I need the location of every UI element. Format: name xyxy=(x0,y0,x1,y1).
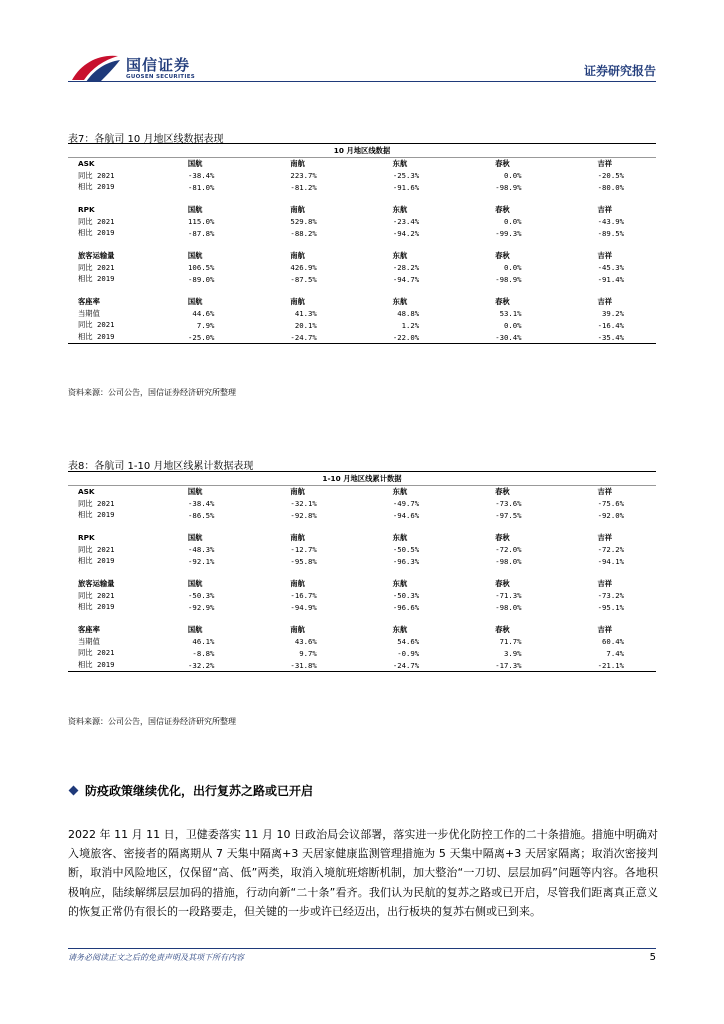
row-label: 同比 2021 xyxy=(78,544,115,554)
row-label: 相比 2019 xyxy=(78,660,115,670)
metric-header-row xyxy=(68,624,656,636)
table-row xyxy=(68,544,656,556)
table-cell: -48.3% xyxy=(188,545,215,555)
airline-header: 南航 xyxy=(290,250,305,260)
table-cell: -16.7% xyxy=(290,591,317,601)
table-cell: -95.1% xyxy=(597,602,624,612)
table-cell: 71.7% xyxy=(499,637,522,647)
row-label: 相比 2019 xyxy=(78,274,115,284)
diamond-bullet-icon xyxy=(69,786,79,796)
table-cell: 7.9% xyxy=(196,320,215,330)
table-cell: -89.5% xyxy=(597,228,624,238)
airline-header: 吉祥 xyxy=(597,532,613,542)
table-cell: -38.4% xyxy=(188,499,215,509)
table-cell: -98.9% xyxy=(495,274,522,284)
table-cell: 0.0% xyxy=(503,263,522,273)
table-cell: -24.7% xyxy=(290,332,317,342)
table-row xyxy=(68,170,656,182)
airline-header: 东航 xyxy=(392,158,408,168)
table-title-row xyxy=(68,144,656,158)
table-cell: -71.3% xyxy=(495,591,522,601)
table-cell: -73.2% xyxy=(597,591,624,601)
airline-header: 东航 xyxy=(392,297,408,307)
table-cell: -95.8% xyxy=(290,556,317,566)
table-cell: -94.1% xyxy=(597,556,624,566)
table-cell: 43.6% xyxy=(294,637,317,647)
table-row xyxy=(68,262,656,274)
metric-name: ASK xyxy=(78,159,95,169)
table-cell: -17.3% xyxy=(495,660,522,670)
airline-header: 南航 xyxy=(290,532,305,542)
metric-header-row xyxy=(68,158,656,170)
airline-header: 吉祥 xyxy=(597,297,613,307)
table-row xyxy=(68,555,656,567)
table-cell: -87.8% xyxy=(188,228,215,238)
spacer-row xyxy=(68,521,656,532)
metric-name: RPK xyxy=(78,205,95,215)
row-label: 同比 2021 xyxy=(78,590,115,600)
table-cell: -25.0% xyxy=(188,332,215,342)
row-label: 相比 2019 xyxy=(78,510,115,520)
table-cell: -91.4% xyxy=(597,274,624,284)
table-row xyxy=(68,659,656,671)
table-cell: -35.4% xyxy=(597,332,624,342)
table-cell: -50.3% xyxy=(188,591,215,601)
airline-header: 南航 xyxy=(290,158,305,168)
row-label: 当期值 xyxy=(78,636,100,646)
table-row xyxy=(68,331,656,343)
table-cell: 106.5% xyxy=(188,263,215,273)
table7-caption: 表7：各航司 10 月地区线数据表现 xyxy=(68,134,224,145)
airline-header: 吉祥 xyxy=(597,625,613,635)
table-cell: -97.5% xyxy=(495,510,522,520)
table-cell: -98.0% xyxy=(495,556,522,566)
table-cell: -92.9% xyxy=(188,602,215,612)
table-cell: 20.1% xyxy=(294,320,317,330)
airline-header: 南航 xyxy=(290,297,305,307)
airline-header: 南航 xyxy=(290,486,305,496)
airline-header: 国航 xyxy=(187,625,203,635)
airline-header: 吉祥 xyxy=(597,250,613,260)
logo-english-name: GUOSEN SECURITIES xyxy=(126,74,196,80)
report-type-label: 证券研究报告 xyxy=(583,64,656,78)
metric-name: 客座率 xyxy=(78,625,100,635)
row-label: 同比 2021 xyxy=(78,648,115,658)
row-label: 同比 2021 xyxy=(78,320,115,330)
airline-header: 国航 xyxy=(187,204,203,214)
table-cell: -81.0% xyxy=(188,182,215,192)
table-cell: 53.1% xyxy=(499,309,522,319)
table8-caption: 表8：各航司 1-10 月地区线累计数据表现 xyxy=(68,461,254,472)
airline-header: 东航 xyxy=(392,532,408,542)
metric-name: 旅客运输量 xyxy=(78,578,115,588)
row-label: 同比 2021 xyxy=(78,216,115,226)
table-cell: -88.2% xyxy=(290,228,317,238)
table-cell: 115.0% xyxy=(188,217,215,227)
airline-header: 南航 xyxy=(290,625,305,635)
spacer-row xyxy=(68,613,656,624)
table-cell: -91.6% xyxy=(392,182,420,192)
table-cell: 48.8% xyxy=(397,309,420,319)
airline-header: 东航 xyxy=(392,204,408,214)
airline-header: 国航 xyxy=(187,158,203,168)
table-cell: -75.6% xyxy=(597,499,624,509)
table-row xyxy=(68,181,656,193)
table-cell: 41.3% xyxy=(294,309,317,319)
row-label: 同比 2021 xyxy=(78,498,115,508)
table-title-row xyxy=(68,472,656,486)
airline-header: 春秋 xyxy=(495,204,510,214)
airline-header: 南航 xyxy=(290,204,305,214)
guosen-logo xyxy=(70,50,210,88)
table-cell: -94.6% xyxy=(392,510,420,520)
airline-header: 国航 xyxy=(187,297,203,307)
table-cell: 3.9% xyxy=(503,648,522,658)
table-cell: -99.3% xyxy=(495,228,522,238)
logo-mark-icon xyxy=(70,52,122,84)
metric-name: ASK xyxy=(78,487,95,497)
footer-disclaimer: 请务必阅读正文之后的免责声明及其项下所有内容 xyxy=(68,953,244,962)
table-cell: -16.4% xyxy=(597,320,624,330)
table-cell: -73.6% xyxy=(495,499,522,509)
table-cell: -50.5% xyxy=(392,545,420,555)
table8-grid xyxy=(68,472,656,671)
table-row xyxy=(68,636,656,648)
table-cell: 7.4% xyxy=(606,648,624,658)
airline-header: 吉祥 xyxy=(597,486,613,496)
row-label: 相比 2019 xyxy=(78,228,115,238)
row-label: 相比 2019 xyxy=(78,602,115,612)
table-cell: -89.0% xyxy=(188,274,215,284)
header-divider xyxy=(68,81,656,82)
airline-header: 东航 xyxy=(392,486,408,496)
table-cell: -12.7% xyxy=(290,545,317,555)
table-cell: -0.9% xyxy=(397,648,420,658)
airline-header: 春秋 xyxy=(495,250,510,260)
table-cell: -45.3% xyxy=(597,263,624,273)
footer-divider xyxy=(68,948,656,949)
table-cell: -98.0% xyxy=(495,602,522,612)
table-cell: -21.1% xyxy=(597,660,624,670)
table-cell: 0.0% xyxy=(503,171,522,181)
table-row xyxy=(68,274,656,286)
table-row xyxy=(68,602,656,614)
spacer-row xyxy=(68,285,656,296)
table-cell: 60.4% xyxy=(602,637,624,647)
airline-header: 国航 xyxy=(187,486,203,496)
table-cell: -32.2% xyxy=(188,660,215,670)
airline-header: 春秋 xyxy=(495,578,510,588)
table-cell: -50.3% xyxy=(392,591,420,601)
table-row xyxy=(68,227,656,239)
table-cell: -92.0% xyxy=(597,510,624,520)
table-cell: 223.7% xyxy=(290,171,317,181)
row-label: 相比 2019 xyxy=(78,556,115,566)
table-cell: -43.9% xyxy=(597,217,624,227)
airline-header: 东航 xyxy=(392,250,408,260)
table-cell: -28.2% xyxy=(392,263,420,273)
table-title: 1-10 月地区线累计数据 xyxy=(68,472,656,486)
table-cell: 46.1% xyxy=(192,637,215,647)
table-cell: -87.5% xyxy=(290,274,317,284)
metric-header-row xyxy=(68,250,656,262)
airline-header: 南航 xyxy=(290,578,305,588)
table-cell: -96.3% xyxy=(392,556,420,566)
airline-header: 吉祥 xyxy=(597,158,613,168)
row-label: 同比 2021 xyxy=(78,170,115,180)
metric-name: 客座率 xyxy=(78,297,100,307)
row-label: 相比 2019 xyxy=(78,182,115,192)
metric-header-row xyxy=(68,296,656,308)
metric-header-row xyxy=(68,204,656,216)
table-cell: -38.4% xyxy=(188,171,215,181)
airline-header: 春秋 xyxy=(495,297,510,307)
table-cell: 9.7% xyxy=(299,648,317,658)
table-cell: -96.6% xyxy=(392,602,420,612)
metric-header-row xyxy=(68,578,656,590)
airline-header: 国航 xyxy=(187,578,203,588)
table-cell: -94.7% xyxy=(392,274,420,284)
table-cell: 54.6% xyxy=(397,637,420,647)
table-row xyxy=(68,509,656,521)
table7 xyxy=(68,143,656,344)
table-cell: -30.4% xyxy=(495,332,522,342)
table-cell: -72.2% xyxy=(597,545,624,555)
table7-grid xyxy=(68,144,656,343)
table-cell: -86.5% xyxy=(188,510,215,520)
table-row xyxy=(68,498,656,510)
table-cell: -31.8% xyxy=(290,660,317,670)
table-row xyxy=(68,216,656,228)
table7-source: 资料来源：公司公告，国信证券经济研究所整理 xyxy=(68,388,236,397)
table-cell: -24.7% xyxy=(392,660,420,670)
table-cell: -94.2% xyxy=(392,228,420,238)
airline-header: 春秋 xyxy=(495,158,510,168)
table-row xyxy=(68,590,656,602)
table-title: 10 月地区线数据 xyxy=(68,144,656,158)
spacer-row xyxy=(68,239,656,250)
section-heading xyxy=(68,782,313,799)
airline-header: 吉祥 xyxy=(597,578,613,588)
table-cell: -49.7% xyxy=(392,499,420,509)
airline-header: 国航 xyxy=(187,532,203,542)
table-cell: 1.2% xyxy=(401,320,420,330)
table8-source: 资料来源：公司公告，国信证券经济研究所整理 xyxy=(68,717,236,726)
table-cell: 39.2% xyxy=(602,309,624,319)
table-cell: -20.5% xyxy=(597,171,624,181)
table-cell: -8.8% xyxy=(192,648,215,658)
table-cell: 426.9% xyxy=(290,263,317,273)
airline-header: 东航 xyxy=(392,578,408,588)
table-row xyxy=(68,308,656,320)
body-paragraph: 2022 年 11 月 11 日，卫健委落实 11 月 10 日政治局会议部署，落实进一步优化防控工作的二十条措施。措施中明确对入境旅客、密接者的隔离期从 7 天集中隔离+3 天居家健康监测管理措施为 5 天集中隔离+3 天居家隔离；取消次密接判断，取消中风险地区，仅保留“高、低”两类，取消入境航班熔断机制，加大整治“一刀切、层层加码”问题等内容。各地积极响应，陆续解绑层层加码的措施，行动向新“二十条”看齐。我们认为民航的复苏之路或已开启，尽管我们距离真正意义的恢复正常仍有很长的一段路要走，但关键的一步或许已经迈出，出行板块的复苏右侧或已到来。 xyxy=(68,828,658,918)
page-number: 5 xyxy=(649,952,656,963)
spacer-row xyxy=(68,193,656,204)
airline-header: 春秋 xyxy=(495,486,510,496)
section-heading-text: 防疫政策继续优化，出行复苏之路或已开启 xyxy=(85,784,314,798)
spacer-row xyxy=(68,567,656,578)
table-cell: -25.3% xyxy=(392,171,420,181)
table-cell: 0.0% xyxy=(503,320,522,330)
table-cell: 44.6% xyxy=(192,309,215,319)
airline-header: 春秋 xyxy=(495,532,510,542)
table-cell: -32.1% xyxy=(290,499,317,509)
airline-header: 吉祥 xyxy=(597,204,613,214)
table-cell: -81.2% xyxy=(290,182,317,192)
table-cell: -72.0% xyxy=(495,545,522,555)
metric-header-row xyxy=(68,532,656,544)
table-cell: 529.8% xyxy=(290,217,317,227)
table-cell: -22.0% xyxy=(392,332,420,342)
metric-header-row xyxy=(68,486,656,498)
table8 xyxy=(68,471,656,672)
table-row xyxy=(68,648,656,660)
table-cell: -92.1% xyxy=(188,556,215,566)
airline-header: 春秋 xyxy=(495,625,510,635)
row-label: 当期值 xyxy=(78,308,100,318)
logo-chinese-name: 国信证券 xyxy=(126,56,191,74)
airline-header: 国航 xyxy=(187,250,203,260)
table-cell: -98.9% xyxy=(495,182,522,192)
table-cell: -92.8% xyxy=(290,510,317,520)
metric-name: RPK xyxy=(78,533,95,543)
table-row xyxy=(68,320,656,332)
row-label: 相比 2019 xyxy=(78,332,115,342)
airline-header: 东航 xyxy=(392,625,408,635)
row-label: 同比 2021 xyxy=(78,262,115,272)
table-cell: 0.0% xyxy=(503,217,522,227)
table-cell: -80.0% xyxy=(597,182,624,192)
table-cell: -23.4% xyxy=(392,217,420,227)
metric-name: 旅客运输量 xyxy=(78,250,115,260)
table-cell: -94.9% xyxy=(290,602,317,612)
